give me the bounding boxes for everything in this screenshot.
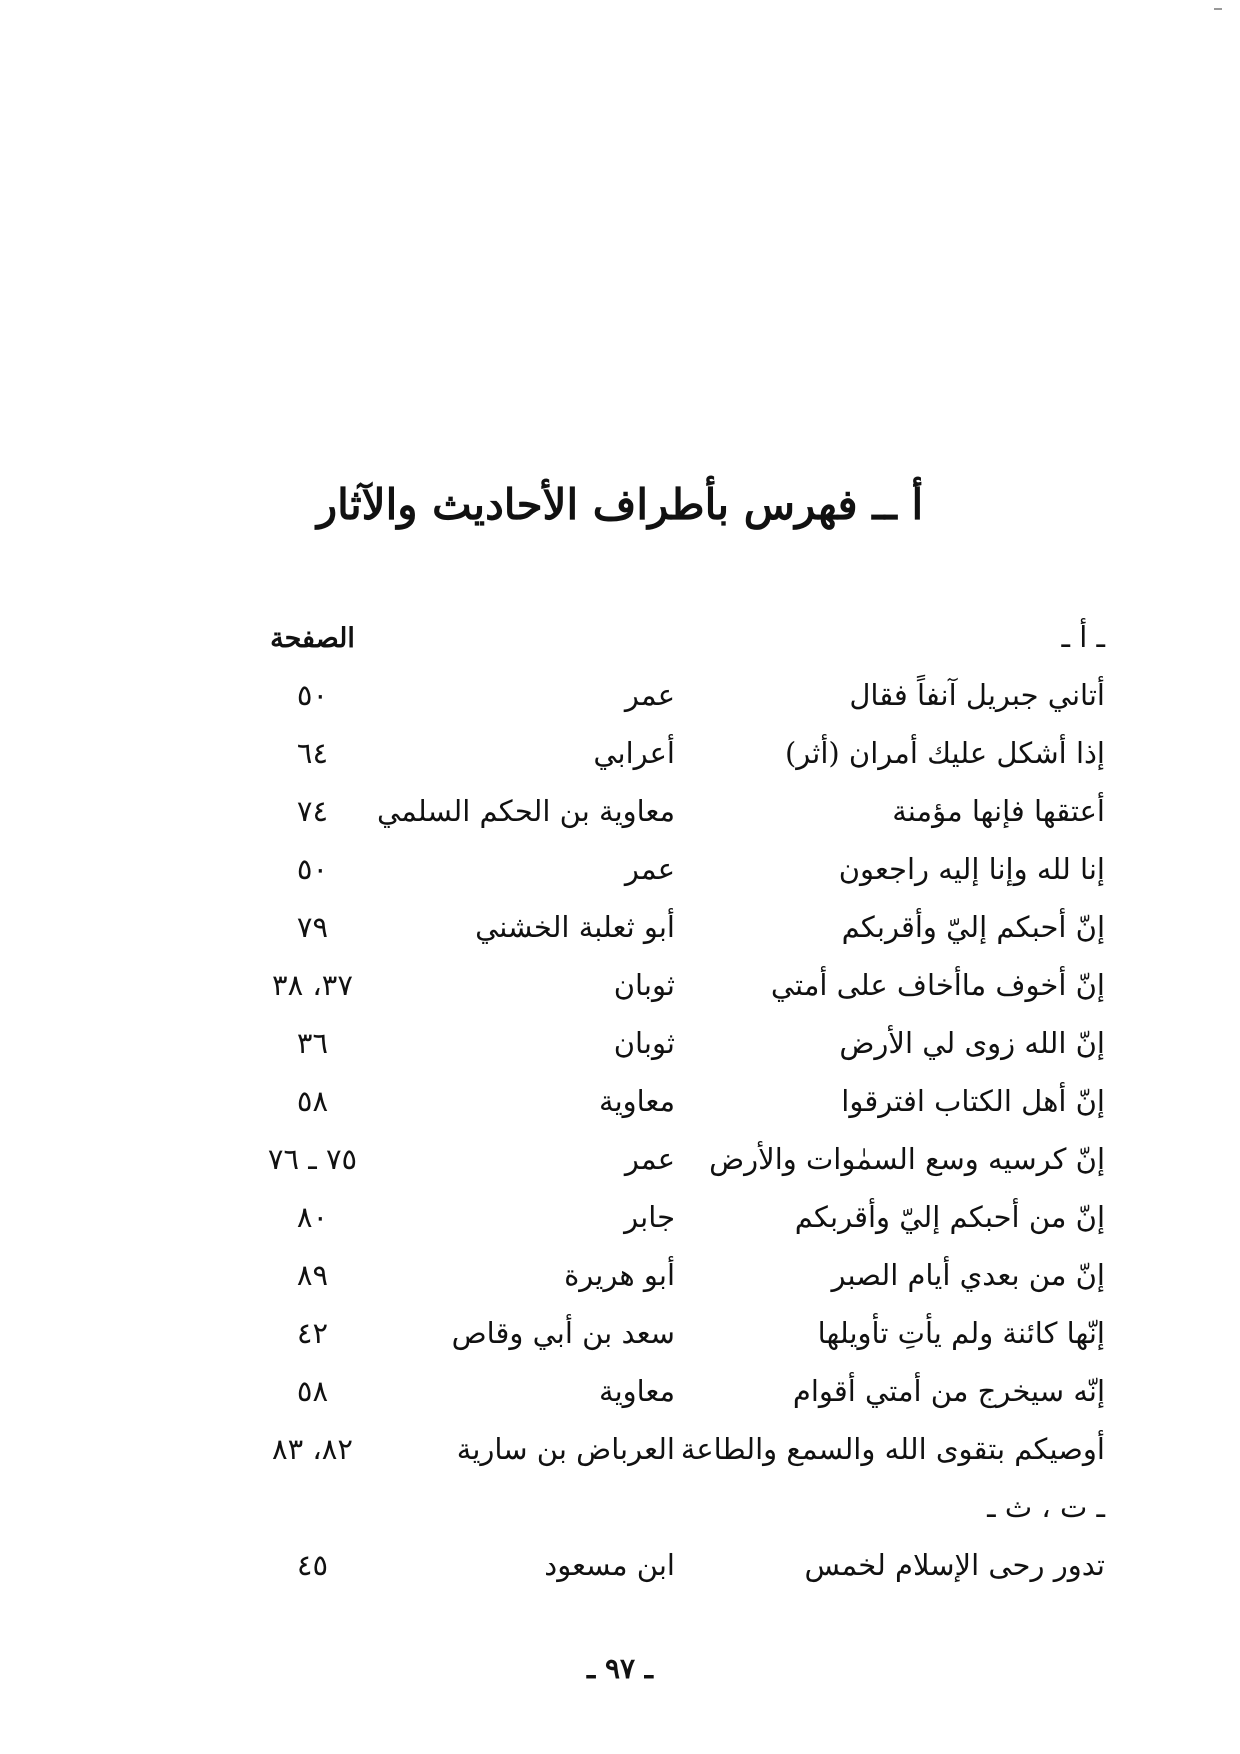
index-row bbox=[200, 736, 1105, 794]
page-number: ٧٤ bbox=[296, 794, 329, 828]
narrator-name: ثوبان bbox=[613, 968, 675, 1002]
corner-mark bbox=[1214, 8, 1222, 10]
index-row bbox=[200, 1374, 1105, 1432]
hadith-text: إنّها كائنة ولم يأتِ تأويلها bbox=[817, 1316, 1105, 1350]
narrator-name: معاوية bbox=[599, 1374, 675, 1408]
narrator-name: معاوية bbox=[599, 1084, 675, 1118]
narrator-name: سعد بن أبي وقاص bbox=[451, 1316, 675, 1350]
hadith-index-table bbox=[200, 620, 1105, 1606]
narrator-name: أبو هريرة bbox=[564, 1258, 675, 1292]
hadith-text: إنّ من أحبكم إليّ وأقربكم bbox=[794, 1200, 1105, 1234]
index-row bbox=[200, 1084, 1105, 1142]
index-row bbox=[200, 1026, 1105, 1084]
page-number: ٧٩ bbox=[296, 910, 329, 944]
narrator-name: العرباض بن سارية bbox=[456, 1432, 675, 1466]
section-heading-row bbox=[200, 1490, 1105, 1548]
page-title: أ ــ فهرس بأطراف الأحاديث والآثار bbox=[316, 480, 924, 529]
narrator-name: عمر bbox=[624, 1142, 675, 1176]
page-number: ٥٨ bbox=[296, 1374, 329, 1408]
index-row bbox=[200, 1432, 1105, 1490]
hadith-text: أوصيكم بتقوى الله والسمع والطاعة bbox=[680, 1432, 1105, 1466]
hadith-text: إنّ أحبكم إليّ وأقربكم bbox=[841, 910, 1105, 944]
page-number: ٧٥ ـ ٧٦ bbox=[267, 1142, 358, 1176]
page-number: ٨٢، ٨٣ bbox=[272, 1432, 353, 1466]
index-row bbox=[200, 1142, 1105, 1200]
index-row bbox=[200, 1316, 1105, 1374]
index-row bbox=[200, 1200, 1105, 1258]
hadith-text: إنّه سيخرج من أمتي أقوام bbox=[792, 1374, 1105, 1408]
section-heading-ta: ـ ت ، ث ـ bbox=[987, 1490, 1105, 1524]
page-number: ٤٥ bbox=[296, 1548, 329, 1582]
index-row bbox=[200, 1258, 1105, 1316]
hadith-text: أتاني جبريل آنفاً فقال bbox=[849, 678, 1105, 712]
hadith-text: إنّ أخوف ماأخاف على أمتي bbox=[770, 968, 1105, 1002]
hadith-text: إذا أشكل عليك أمران (أثر) bbox=[784, 736, 1105, 770]
narrator-name: أعرابي bbox=[593, 736, 675, 770]
narrator-name: جابر bbox=[624, 1200, 675, 1234]
index-row bbox=[200, 678, 1105, 736]
narrator-name: عمر bbox=[624, 852, 675, 886]
index-row bbox=[200, 794, 1105, 852]
hadith-text: إنّ الله زوى لي الأرض bbox=[839, 1026, 1105, 1060]
hadith-text: إنا لله وإنا إليه راجعون bbox=[838, 852, 1105, 886]
page-folio-number: ـ ٩٧ ـ bbox=[587, 1652, 653, 1685]
narrator-name: أبو ثعلبة الخشني bbox=[475, 910, 675, 944]
hadith-text: إنّ من بعدي أيام الصبر bbox=[831, 1258, 1105, 1292]
page-number: ٥٨ bbox=[296, 1084, 329, 1118]
index-row bbox=[200, 1548, 1105, 1606]
page-number: ٨٩ bbox=[296, 1258, 329, 1292]
hadith-text: أعتقها فإنها مؤمنة bbox=[892, 794, 1105, 828]
narrator-name: ثوبان bbox=[613, 1026, 675, 1060]
hadith-text: إنّ كرسيه وسع السمٰوات والأرض bbox=[709, 1142, 1105, 1176]
narrator-name: معاوية بن الحكم السلمي bbox=[376, 794, 675, 828]
index-header-row bbox=[200, 620, 1105, 678]
page-number: ٣٦ bbox=[296, 1026, 329, 1060]
narrator-name: ابن مسعود bbox=[544, 1548, 675, 1582]
page-number: ٤٢ bbox=[296, 1316, 329, 1350]
index-row bbox=[200, 910, 1105, 968]
page-number: ٥٠ bbox=[296, 678, 329, 712]
index-row bbox=[200, 968, 1105, 1026]
page-number: ٥٠ bbox=[296, 852, 329, 886]
index-row bbox=[200, 852, 1105, 910]
page-number: ٣٧، ٣٨ bbox=[272, 968, 353, 1002]
hadith-text: تدور رحى الإسلام لخمس bbox=[804, 1548, 1105, 1582]
page-column-label: الصفحة bbox=[270, 623, 355, 654]
narrator-name: عمر bbox=[624, 678, 675, 712]
hadith-text: إنّ أهل الكتاب افترقوا bbox=[841, 1084, 1105, 1118]
page-number: ٦٤ bbox=[296, 736, 329, 770]
section-heading-alif: ـ أ ـ bbox=[1061, 620, 1105, 654]
page-number: ٨٠ bbox=[296, 1200, 329, 1234]
